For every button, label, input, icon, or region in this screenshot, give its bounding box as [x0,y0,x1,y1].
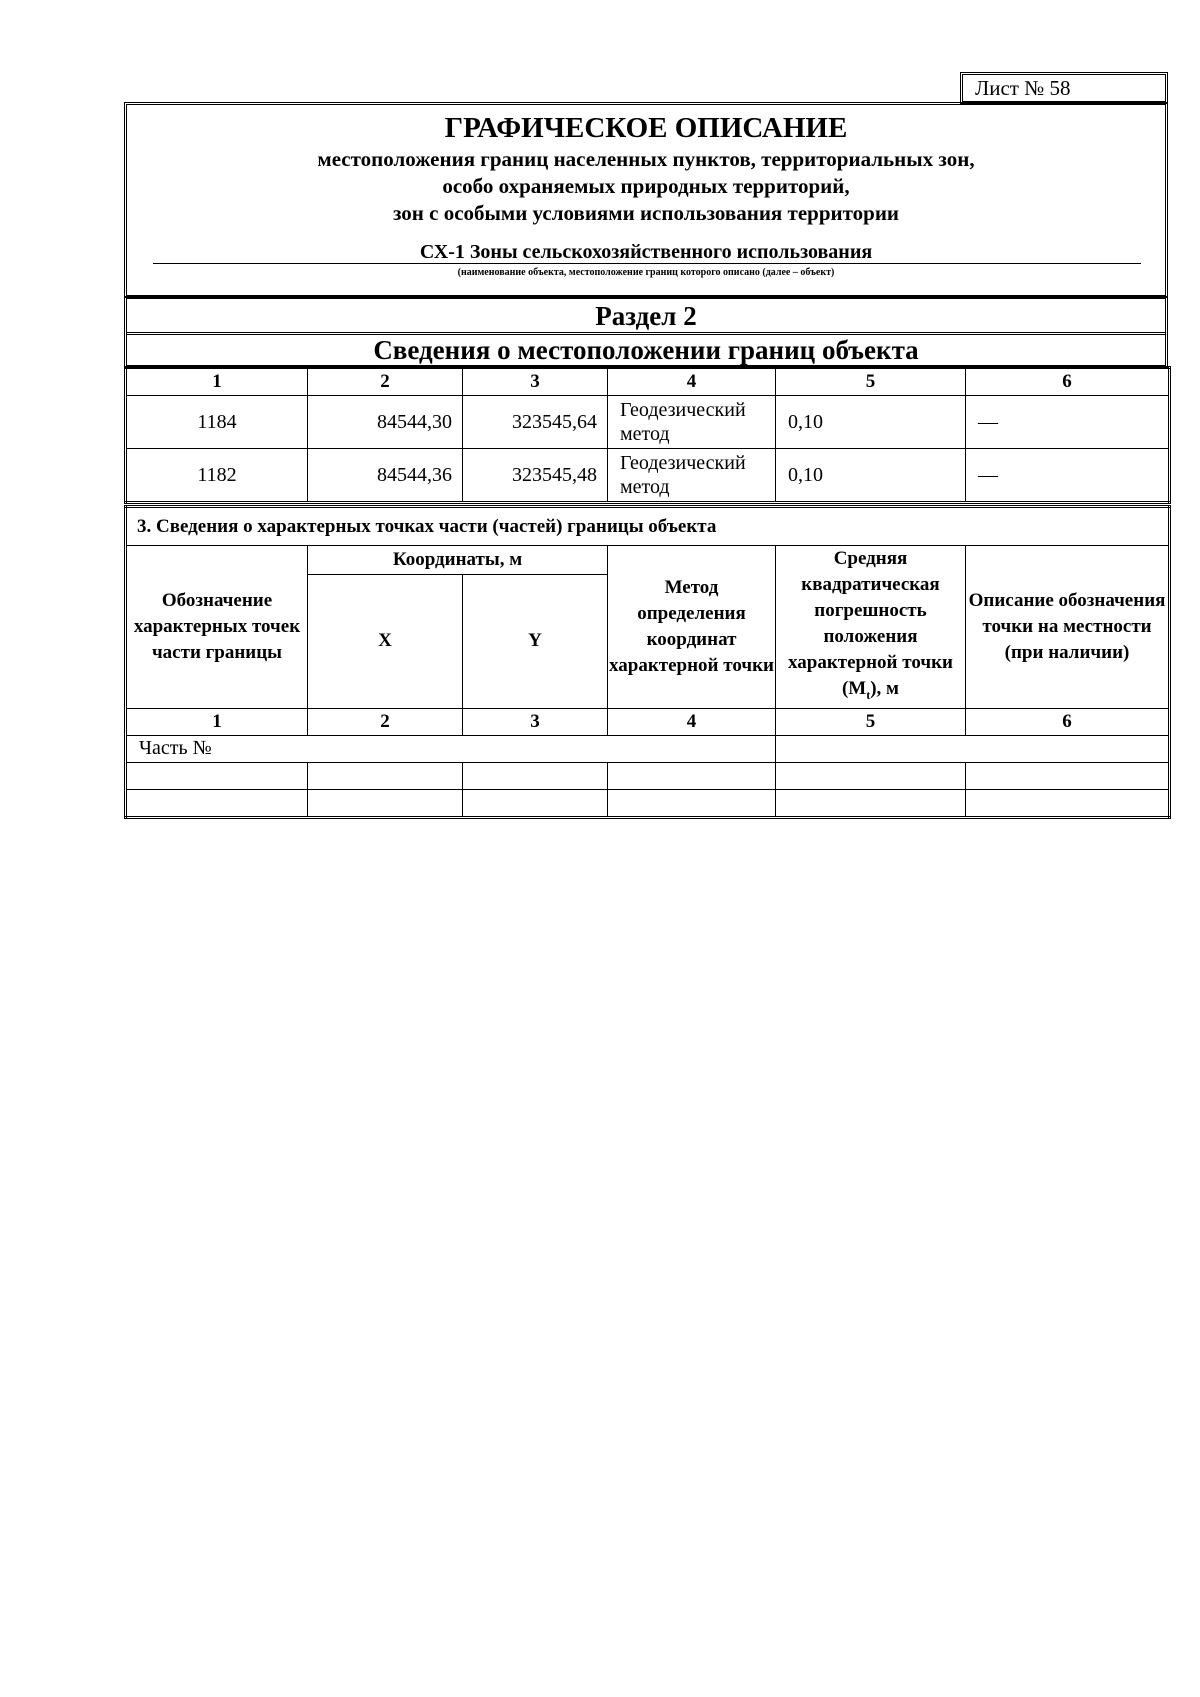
document-title: ГРАФИЧЕСКОЕ ОПИСАНИЕ [444,112,848,144]
column-number: 3 [463,708,608,735]
accuracy: 0,10 [776,449,966,503]
point-id: 1184 [126,396,308,449]
column-number: 1 [126,708,308,735]
empty-cell [608,762,776,789]
table-row [126,449,1170,503]
part-label: Часть № [126,735,776,762]
empty-cell [126,762,308,789]
header-accuracy-unit: ), м [870,678,900,699]
boundary-points-table [124,366,1171,504]
column-number: 6 [966,368,1170,396]
empty-cell [463,789,608,817]
table-row [126,789,1170,817]
description: — [966,449,1170,503]
empty-cell [608,789,776,817]
section-label: Раздел 2 [595,301,697,331]
header-method: Метод определения координат характерной точки [608,546,776,709]
table-title-row [126,507,1170,546]
document-header [124,102,1168,298]
point-id: 1182 [126,449,308,503]
column-number: 4 [608,368,776,396]
object-name: СХ-1 Зоны сельскохозяйственного использования [419,241,873,263]
empty-cell [126,789,308,817]
document-subtitle-line-1: местоположения границ населенных пунктов, территориальных зон, [317,147,975,171]
column-header-row [126,546,1170,575]
accuracy: 0,10 [776,396,966,449]
coordinate-y: 323545,64 [463,396,608,449]
column-number: 5 [776,368,966,396]
column-number: 2 [308,708,463,735]
table-title: 3. Сведения о характерных точках части (частей) границы объекта [126,507,1170,546]
empty-cell [966,762,1170,789]
part-empty-cell [776,735,1170,762]
header-y: Y [463,574,608,708]
description: — [966,396,1170,449]
object-caption: (наименование объекта, местоположение границ которого описано (далее – объект) [457,267,835,278]
section-header [124,296,1168,368]
column-number: 6 [966,708,1170,735]
column-number: 4 [608,708,776,735]
empty-cell [776,762,966,789]
column-number: 2 [308,368,463,396]
sheet-number: Лист № 58 [960,72,1168,104]
coordinate-y: 323545,48 [463,449,608,503]
part-boundary-points-table [124,505,1171,819]
empty-cell [463,762,608,789]
object-name-underline [153,263,1141,264]
table-row [126,762,1170,789]
part-row [126,735,1170,762]
empty-cell [308,789,463,817]
document-subtitle-line-3: зон с особыми условиями использования территории [392,201,900,225]
method: Геодезический метод [608,449,776,503]
method: Геодезический метод [608,396,776,449]
column-number: 5 [776,708,966,735]
header-point-designation: Обозначение характерных точек части границы [126,546,308,709]
empty-cell [776,789,966,817]
column-number-row [126,708,1170,735]
header-description: Описание обозначения точки на местности (при наличии) [966,546,1170,709]
empty-cell [966,789,1170,817]
coordinate-x: 84544,36 [308,449,463,503]
empty-cell [308,762,463,789]
header-accuracy [776,546,966,709]
header-coordinates: Координаты, м [308,546,608,575]
document-subtitle-line-2: особо охраняемых природных территорий, [442,174,850,198]
coordinate-x: 84544,30 [308,396,463,449]
column-number: 3 [463,368,608,396]
section-heading: Сведения о местоположении границ объекта [373,335,919,365]
column-number: 1 [126,368,308,396]
header-accuracy-text: Средняя квадратическая погрешность положения характерной точки (M [788,548,953,699]
header-x: X [308,574,463,708]
table-row [126,396,1170,449]
column-number-row [126,368,1170,396]
header-accuracy-subscript: t [866,687,871,702]
